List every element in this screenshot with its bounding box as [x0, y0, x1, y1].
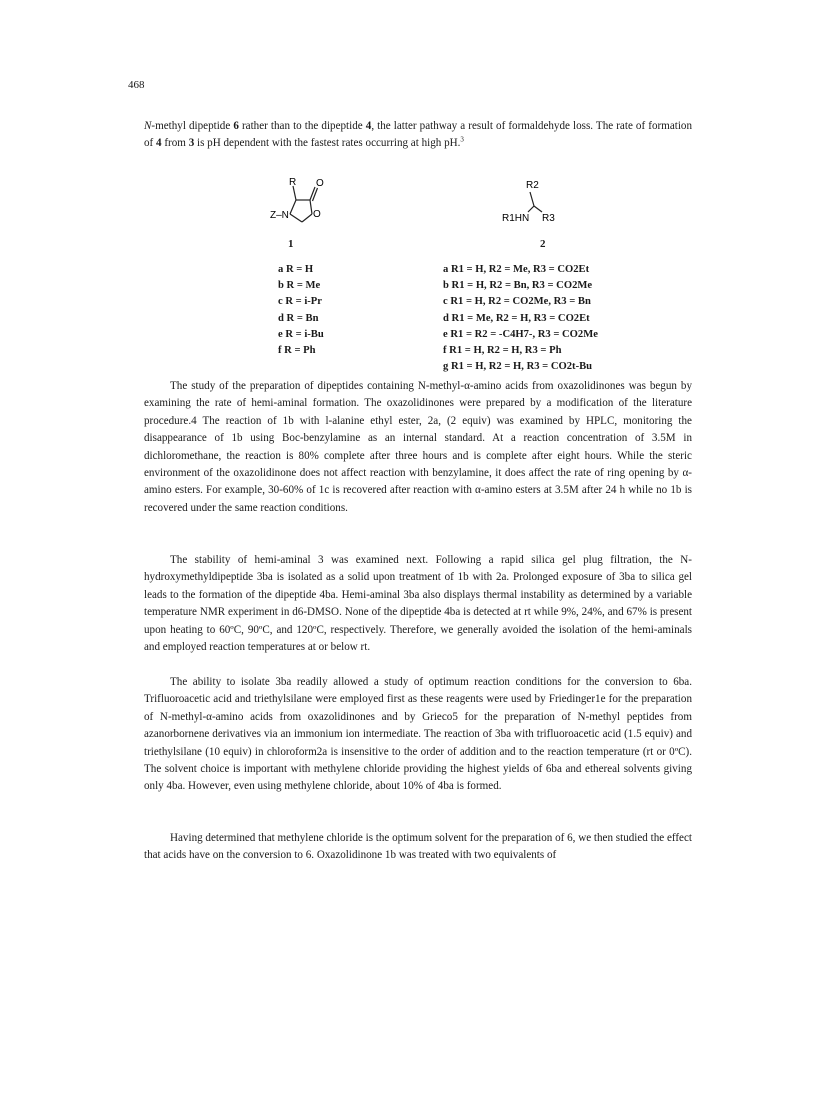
atom-o-label: O [316, 178, 324, 189]
list-item: e R = i-Bu [278, 328, 324, 340]
list-item: c R1 = H, R2 = CO2Me, R3 = Bn [443, 296, 591, 308]
structure-1-label: 1 [288, 238, 294, 250]
list-item: a R1 = H, R2 = Me, R3 = CO2Et [443, 264, 590, 275]
atom-r1hn-label: R1HN [502, 213, 530, 224]
page-number: 468 [128, 79, 145, 91]
atom-r2-label: R2 [526, 180, 539, 191]
list-item: f R1 = H, R2 = H, R3 = Ph [443, 345, 562, 357]
atom-r-label: R [289, 177, 297, 188]
intro-paragraph: N-methyl dipeptide 6 rather than to the dipeptide 4, the latter pathway a result of formaldehyde loss. The rate of formation of 4 from 3 is pH dependent with the fastest rates occurring at high pH.$^3$ [144, 120, 692, 150]
body-paragraph-5: Having determined that methylene chloride is the optimum solvent for the preparation of 6, we then studied the effect that acids have on the conversion to 6. Oxazolidinone 1b was treated with two equivalents of [144, 832, 692, 862]
atom-zn-label: Z–N [270, 210, 289, 221]
list-item: c R = i-Pr [278, 296, 322, 308]
amino-ester-structure-2 [492, 176, 582, 232]
structure-2-label: 2 [540, 238, 546, 250]
body-paragraph-3: The stability of hemi-aminal 3 was examined next. Following a rapid silica gel plug filtration, the N-hydroxymethyldipeptide 3ba is isolated as a solid upon treatment of 1b with 2a. Prolonged exposure of 3ba to silica gel leads to the formation of the dipeptide 4ba. Hemi-aminal 3ba also displays thermal instability as determined by a variable temperature NMR experiment in d6-DMSO. None of the dipeptide 4ba is detected at rt while 9%, 24%, and 67% is present upon heating to 60ºC, 90ºC, and 120ºC, respectively. Therefore, we generally avoided the isolation of the hemi-aminals and employed reaction temperatures at or below rt. [144, 554, 692, 654]
compound-1-list [278, 262, 324, 359]
atom-r3-label: R3 [542, 213, 555, 224]
list-item: e R1 = R2 = -C4H7-, R3 = CO2Me [443, 328, 598, 340]
list-item: d R1 = Me, R2 = H, R3 = CO2Et [443, 312, 590, 324]
list-item: b R1 = H, R2 = Bn, R3 = CO2Me [443, 280, 593, 292]
oxazolidinone-structure-1 [260, 176, 340, 236]
list-item: b R = Me [278, 280, 321, 292]
body-paragraph-4: The ability to isolate 3ba readily allowed a study of optimum reaction conditions for the conversion to 6ba. Trifluoroacetic acid and triethylsilane were employed first as these reagents were used by Friedinger1e for the preparation of N-methyl-α-amino acids from oxazolidinones and by Grieco5 for the preparation of N-methyl peptides from azanorbornene derivatives via an immonium ion intermediate. The reaction of 3ba with trifluoroacetic acid (1.5 equiv) and triethylsilane (10 equiv) in chloroform2a is insensitive to the order of addition and to the reaction temperature (rt or 0ºC). The solvent choice is important with methylene chloride providing the highest yields of 6ba and ethereal solvents giving only 4ba. However, even using methylene chloride, about 10% of 4ba is formed. [144, 676, 692, 793]
body-paragraph-2: The study of the preparation of dipeptides containing N-methyl-α-amino acids from oxazolidinones was begun by examining the rate of hemi-aminal formation. The oxazolidinones were prepared by a modification of the literature procedure.4 The reaction of 1b with l-alanine ethyl ester, 2a, (2 equiv) was examined by HPLC, monitoring the disappearance of 1b using Boc-benzylamine as an internal standard. At a reaction concentration of 3.5M in dichloromethane, the reaction is 80% complete after three hours and is complete after eight hours. While the steric environment of the oxazolidinone does not affect reaction with benzylamine, it does affect the rate of ring opening by α-amino esters. For example, 30-60% of 1c is recovered after reaction with α-amino esters at 3.5M after 24 h while no 1b is recovered under the same reaction conditions. [144, 380, 692, 514]
compound-2-list [443, 262, 598, 375]
list-item: g R1 = H, R2 = H, R3 = CO2t-Bu [443, 361, 593, 373]
list-item: f R = Ph [278, 345, 316, 357]
list-item: a R = H [278, 264, 314, 275]
atom-o2-label: O [313, 209, 321, 220]
list-item: d R = Bn [278, 312, 319, 324]
